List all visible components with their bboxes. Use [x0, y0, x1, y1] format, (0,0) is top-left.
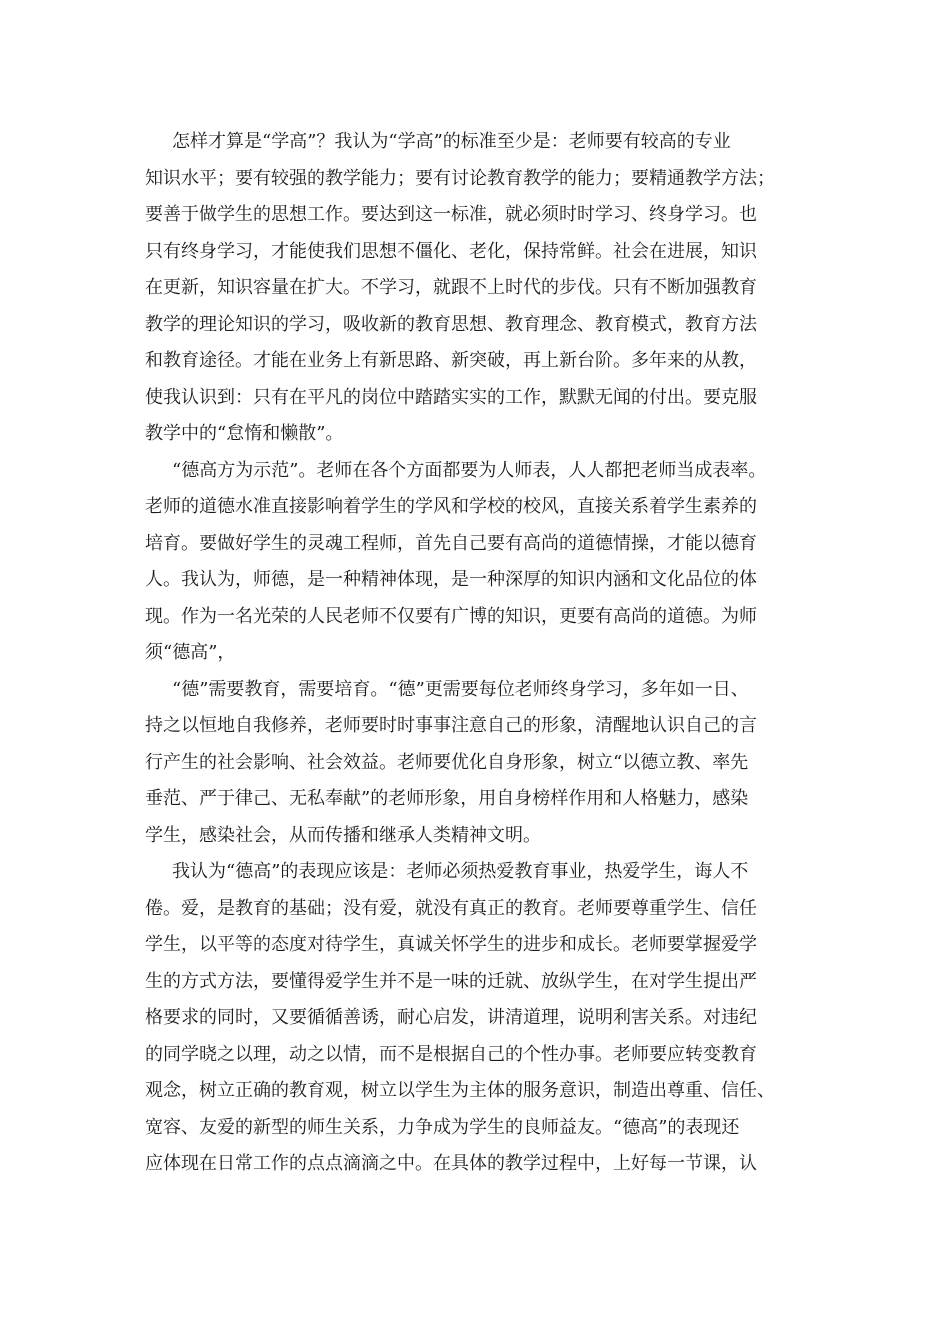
text-line: “德”需要教育，需要培育。“德”更需要每位老师终身学习，多年如一日、: [172, 678, 749, 700]
text-line: 生的方式方法，要懂得爱学生并不是一味的迁就、放纵学生，在对学生提出严: [145, 970, 757, 992]
document-body: [145, 124, 825, 1183]
text-line: 持之以恒地自我修养，老师要时时事事注意自己的形象，清醒地认识自己的言: [145, 715, 757, 736]
text-line: 教学的理论知识的学习，吸收新的教育思想、教育理念、教育模式，教育方法: [145, 313, 757, 335]
paragraph: [145, 672, 825, 855]
text-line: 的同学晓之以理，动之以情，而不是根据自己的个性办事。老师要应转变教育: [145, 1043, 757, 1065]
text-line: “德高方为示范”。老师在各个方面都要为人师表，人人都把老师当成表率。: [172, 459, 767, 481]
text-line: 使我认识到：只有在平凡的岗位中踏踏实实的工作，默默无闻的付出。要克服: [145, 386, 757, 408]
text-line: 知识水平；要有较强的教学能力；要有讨论教育教学的能力；要精通教学方法；: [145, 167, 775, 189]
text-line: 只有终身学习，才能使我们思想不僵化、老化，保持常鲜。社会在进展，知识: [145, 240, 757, 262]
text-line: 行产生的社会影响、社会效益。老师要优化自身形象，树立“以德立教、率先: [145, 751, 749, 773]
text-line: 要善于做学生的思想工作。要达到这一标准，就必须时时学习、终身学习。也: [145, 204, 757, 225]
paragraph: [145, 453, 825, 672]
text-line: 学生，以平等的态度对待学生，真诚关怀学生的进步和成长。老师要掌握爱学: [145, 934, 757, 955]
text-line: 宽容、友爱的新型的师生关系，力争成为学生的良师益友。“德高”的表现还: [145, 1116, 740, 1138]
text-line: 应体现在日常工作的点点滴滴之中。在具体的教学过程中，上好每一节课，认: [145, 1153, 757, 1174]
text-line: 和教育途径。才能在业务上有新思路、新突破，再上新台阶。多年来的从教，: [145, 350, 757, 371]
paragraph: [145, 124, 825, 453]
text-line: 垂范、严于律己、无私奉献”的老师形象，用自身榜样作用和人格魅力，感染: [145, 788, 749, 809]
text-line: 学生，感染社会，从而传播和继承人类精神文明。: [145, 824, 541, 846]
text-line: 在更新，知识容量在扩大。不学习，就跟不上时代的步伐。只有不断加强教育: [145, 277, 757, 298]
text-line: 现。作为一名光荣的人民老师不仅要有广博的知识，更要有高尚的道德。为师: [145, 605, 757, 627]
text-line: 教学中的“怠惰和懒散”。: [145, 423, 344, 444]
paragraph: [145, 854, 825, 1183]
text-line: 倦。爱，是教育的基础；没有爱，就没有真正的教育。老师要尊重学生、信任: [145, 897, 757, 919]
text-line: 格要求的同时，又要循循善诱，耐心启发，讲清道理，说明利害关系。对违纪: [145, 1007, 757, 1028]
text-line: 须“德高”，: [145, 642, 236, 663]
text-line: 培育。要做好学生的灵魂工程师，首先自己要有高尚的道德情操，才能以德育: [145, 532, 757, 554]
text-line: 观念，树立正确的教育观，树立以学生为主体的服务意识，制造出尊重、信任、: [145, 1080, 775, 1101]
text-line: 怎样才算是“学高”？我认为“学高”的标准至少是：老师要有较高的专业: [172, 131, 731, 152]
text-line: 老师的道德水准直接影响着学生的学风和学校的校风，直接关系着学生素养的: [145, 496, 757, 517]
text-line: 我认为“德高”的表现应该是：老师必须热爱教育事业，热爱学生，诲人不: [172, 861, 749, 882]
text-line: 人。我认为，师德，是一种精神体现，是一种深厚的知识内涵和文化品位的体: [145, 569, 757, 590]
